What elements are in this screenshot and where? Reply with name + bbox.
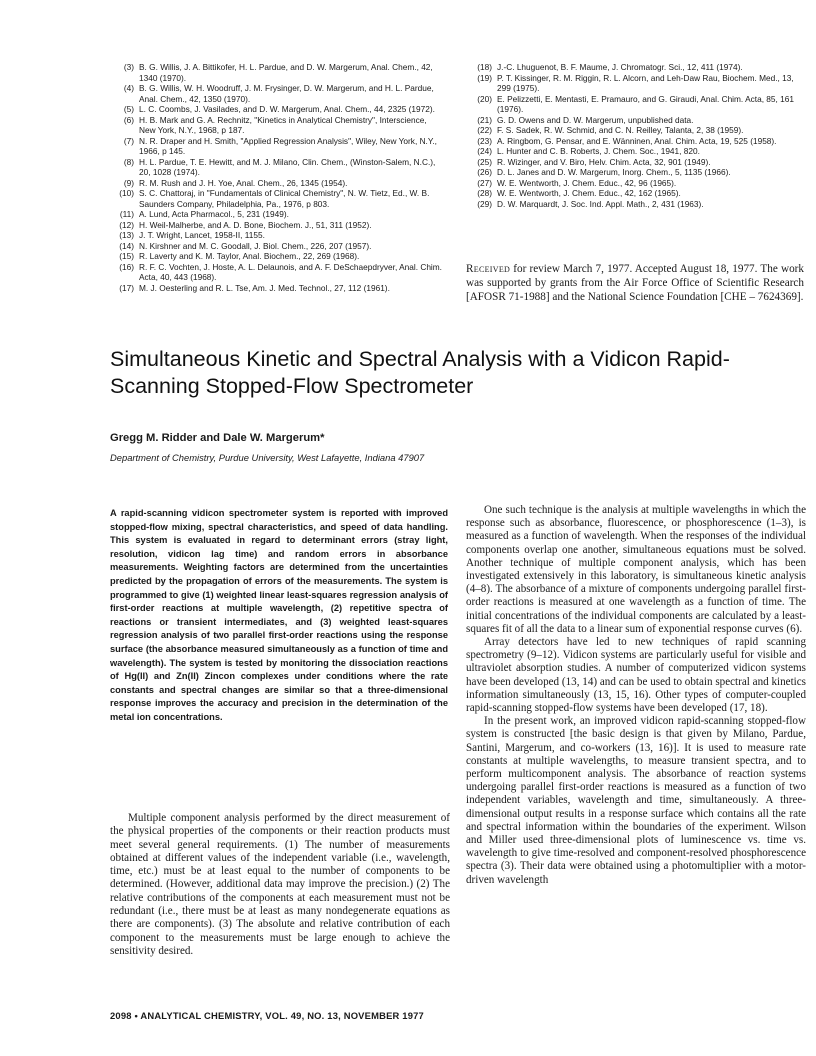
reference-number: (15) — [119, 251, 134, 261]
reference-number: (20) — [477, 93, 492, 104]
reference-item — [468, 94, 803, 115]
reference-number: (23) — [477, 135, 492, 146]
reference-item — [110, 262, 442, 283]
reference-text: G. D. Owens and D. W. Margerum, unpublished data. — [497, 114, 694, 125]
received-note — [466, 262, 804, 304]
reference-text: A. Ringbom, G. Pensar, and E. Wänninen, Anal. Chim. Acta, 19, 525 (1958). — [497, 135, 777, 146]
reference-number: (7) — [123, 135, 134, 146]
page-footer: 2098 • ANALYTICAL CHEMISTRY, VOL. 49, NO. 13, NOVEMBER 1977 — [110, 1010, 424, 1021]
reference-number: (13) — [119, 230, 134, 240]
reference-item — [110, 178, 442, 189]
reference-text: N. Kirshner and M. C. Goodall, J. Biol. Chem., 226, 207 (1957). — [139, 240, 372, 251]
reference-text: H. L. Pardue, T. E. Hewitt, and M. J. Milano, Clin. Chem., (Winston-Salem, N.C.), 20, 1028 (1974). — [139, 156, 436, 177]
reference-text: W. E. Wentworth, J. Chem. Educ., 42, 96 (1965). — [497, 177, 677, 188]
reference-item — [110, 220, 442, 231]
reference-item — [468, 136, 803, 147]
reference-number: (4) — [123, 83, 134, 93]
reference-text: D. W. Marquardt, J. Soc. Ind. Appl. Math., 2, 431 (1963). — [497, 198, 704, 209]
reference-text: A. Lund, Acta Pharmacol., 5, 231 (1949). — [139, 209, 289, 219]
reference-text: J. T. Wright, Lancet, 1958-II, 1155. — [139, 230, 265, 240]
reference-text: R. M. Rush and J. H. Yoe, Anal. Chem., 26, 1345 (1954). — [139, 177, 348, 188]
reference-number: (3) — [123, 62, 134, 72]
reference-text: N. R. Draper and H. Smith, "Applied Regression Analysis", Wiley, New York, N.Y., 1966, p 145. — [139, 135, 437, 156]
received-label: Received — [466, 263, 511, 275]
reference-item — [110, 230, 442, 241]
reference-number: (25) — [477, 156, 492, 167]
reference-number: (6) — [123, 114, 134, 125]
reference-number: (24) — [477, 146, 492, 156]
received-text: for review March 7, 1977. Accepted August 18, 1977. The work was supported by grants from the Air Force Office of Scientific Research [AFOSR 71-1988] and the National Science Foundation [CHE – 7624369]. — [466, 263, 804, 303]
reference-text: P. T. Kissinger, R. M. Riggin, R. L. Alcorn, and Leh-Daw Rau, Biochem. Med., 13, 299 (1975). — [497, 72, 794, 93]
reference-item — [110, 104, 442, 115]
reference-item — [468, 125, 803, 136]
reference-item — [110, 83, 442, 104]
reference-number: (29) — [477, 198, 492, 209]
reference-text: H. B. Mark and G. A. Rechnitz, "Kinetics in Analytical Chemistry", Interscience, New York, N.Y., 1968, p 187. — [139, 114, 427, 135]
reference-item — [468, 115, 803, 126]
reference-text: W. E. Wentworth, J. Chem. Educ., 42, 162 (1965). — [497, 188, 681, 198]
reference-text: J.-C. Lhuguenot, B. F. Maume, J. Chromatogr. Sci., 12, 411 (1974). — [497, 62, 743, 72]
reference-text: F. S. Sadek, R. W. Schmid, and C. N. Reilley, Talanta, 2, 38 (1959). — [497, 125, 744, 135]
reference-item — [468, 167, 803, 178]
reference-item — [468, 157, 803, 168]
reference-text: H. Weil-Malherbe, and A. D. Bone, Biochem. J., 51, 311 (1952). — [139, 219, 372, 230]
reference-item — [468, 62, 803, 73]
paragraph: In the present work, an improved vidicon rapid-scanning stopped-flow system is constructed [the basic design is that given by Milano, Pardue, Santini, Margerum, and co-workers (13, 16)]. It is used to measure rate constants at multiple wavelengths, to measure transient spectra, and to perform multicomponent analysis. The absorbance of reaction systems undergoing parallel first-order reactions is measured as a function of two independent variables, wavelength and time, simultaneously. A three-dimensional output results in a response surface which contains all the rate and spectral information within the boundaries of the experiment. Wilson and Miller used three-dimensional plots of luminescence vs. time vs. wavelength to give time-resolved and component-resolved phosphorescence spectra (3). Their data were obtained using a photomultiplier with a motor-driven wavelength — [466, 715, 806, 886]
reference-number: (11) — [119, 209, 134, 219]
reference-list-left — [110, 62, 442, 293]
reference-item — [468, 178, 803, 189]
reference-number: (8) — [123, 156, 134, 167]
reference-number: (10) — [119, 188, 134, 198]
reference-number: (27) — [477, 177, 492, 188]
authors: Gregg M. Ridder and Dale W. Margerum* — [110, 432, 325, 444]
reference-text: R. Laverty and K. M. Taylor, Anal. Biochem., 22, 269 (1968). — [139, 251, 360, 261]
reference-item — [110, 251, 442, 262]
reference-number: (18) — [477, 62, 492, 72]
reference-item — [468, 146, 803, 157]
body-column-left — [110, 812, 450, 958]
reference-number: (26) — [477, 167, 492, 177]
reference-number: (12) — [119, 219, 134, 230]
reference-item — [110, 188, 442, 209]
reference-text: B. G. Willis, J. A. Bittikofer, H. L. Pardue, and D. W. Margerum, Anal. Chem., 42, 1340 (1970). — [139, 62, 433, 83]
reference-number: (17) — [119, 282, 134, 293]
paragraph: Multiple component analysis performed by the direct measurement of the physical properties of the components or their reaction products must meet several general requirements. (1) The number of measurements obtained at different values of the independent variable (i.e., wavelength, time, etc.) must be at least equal to the number of components to be determined. (However, additional data may improve the precision.) (2) The relative contributions of the components at each measurement must not be redundant (i.e., there must be at least as many nondegenerate equations as there are components). (3) The absolute and relative contribution of each component to the measurements must be large enough to achieve the sensitivity desired. — [110, 812, 450, 957]
reference-text: R. F. C. Vochten, J. Hoste, A. L. Delaunois, and A. F. DeSchaepdryver, Anal. Chim. Acta, 40, 443 (1968). — [139, 261, 442, 282]
paragraph: One such technique is the analysis at multiple wavelengths in which the response such as absorbance, fluorescence, or phosphorescence (1–3), is measured as a function of wavelength. When the responses of the individual components overlap one another, simultaneous equations must be solved. Another technique of multiple component analysis, which has been investigated extensively in this laboratory, is simultaneous kinetic analysis (4–8). The absorbance of a mixture of components undergoing parallel first-order reactions is measured at one wavelength as a function of time. The initial concentrations of the individual components are calculated by a least-squares fit of all the data to a linear sum of exponential response curves (6). — [466, 504, 806, 635]
reference-number: (21) — [477, 114, 492, 125]
reference-item — [110, 209, 442, 220]
affiliation: Department of Chemistry, Purdue University, West Lafayette, Indiana 47907 — [110, 452, 425, 463]
reference-text: R. Wizinger, and V. Biro, Helv. Chim. Acta, 32, 901 (1949). — [497, 156, 711, 167]
reference-number: (5) — [123, 104, 134, 114]
reference-item — [110, 115, 442, 136]
reference-number: (22) — [477, 125, 492, 135]
reference-number: (28) — [477, 188, 492, 198]
reference-item — [110, 157, 442, 178]
reference-item — [468, 199, 803, 210]
reference-text: M. J. Oesterling and R. L. Tse, Am. J. Med. Technol., 27, 112 (1961). — [139, 282, 390, 293]
reference-item — [110, 62, 442, 83]
reference-number: (9) — [123, 177, 134, 188]
reference-text: L. Hunter and C. B. Roberts, J. Chem. Soc., 1941, 820. — [497, 146, 700, 156]
reference-item — [468, 188, 803, 199]
body-column-right — [466, 504, 806, 887]
reference-item — [110, 136, 442, 157]
reference-item — [110, 283, 442, 294]
abstract: A rapid-scanning vidicon spectrometer system is reported with improved stopped-flow mixing, spectral characteristics, and speed of data handling. This system is evaluated in regard to determinant errors (stray light, resolution, vidicon lag time) and random errors in absorbance measurements. Weighting factors are determined from the uncertainties predicted by the propagation of errors of the measurements. The system is programmed to give (1) weighted linear least-squares regression analysis of first-order reactions at multiple wavelength, (2) repetitive spectra of reactions or transient intermediates, and (3) weighted least-squares regression analysis of two parallel first-order reactions using the response surface (the absorbance measured simultaneously as a function of time and wavelength). The system is tested by monitoring the dissociation reactions of Hg(II) and Zn(II) Zincon complexes under conditions where the rate constants and spectral changes are similar so that a three-dimensional response improves the accuracy and precision in the determination of the metal ion concentrations. — [110, 508, 448, 722]
reference-item — [468, 73, 803, 94]
reference-text: D. L. Janes and D. W. Margerum, Inorg. Chem., 5, 1135 (1966). — [497, 167, 731, 177]
reference-list-right — [468, 62, 803, 209]
paragraph: Array detectors have led to new techniques of rapid scanning spectrometry (9–12). Vidicon systems are particularly useful for visible and ultraviolet absorption studies. A number of computerized vidicon systems have been developed (13, 14) and can be used to obtain spectral and kinetics information simultaneously (13, 15, 16). Other types of computer-coupled rapid-scanning stopped-flow systems have been developed (17, 18). — [466, 636, 806, 715]
reference-text: E. Pelizzetti, E. Mentasti, E. Pramauro, and G. Giraudi, Anal. Chim. Acta, 85, 161 (1976). — [497, 93, 794, 114]
reference-item — [110, 241, 442, 252]
reference-text: B. G. Willis, W. H. Woodruff, J. M. Frysinger, D. W. Margerum, and H. L. Pardue, Anal. Chem., 42, 1350 (1970). — [139, 83, 434, 104]
reference-number: (14) — [119, 240, 134, 251]
reference-text: L. C. Coombs, J. Vasilades, and D. W. Margerum, Anal. Chem., 44, 2325 (1972). — [139, 104, 435, 114]
reference-number: (19) — [477, 72, 492, 83]
reference-number: (16) — [119, 261, 134, 272]
article-title: Simultaneous Kinetic and Spectral Analysis with a Vidicon Rapid-Scanning Stopped-Flow Spectrometer — [110, 347, 730, 398]
reference-text: S. C. Chattoraj, in "Fundamentals of Clinical Chemistry", N. W. Tietz, Ed., W. B. Saunders Company, Philadelphia, Pa., 1976, p 803. — [139, 188, 430, 209]
